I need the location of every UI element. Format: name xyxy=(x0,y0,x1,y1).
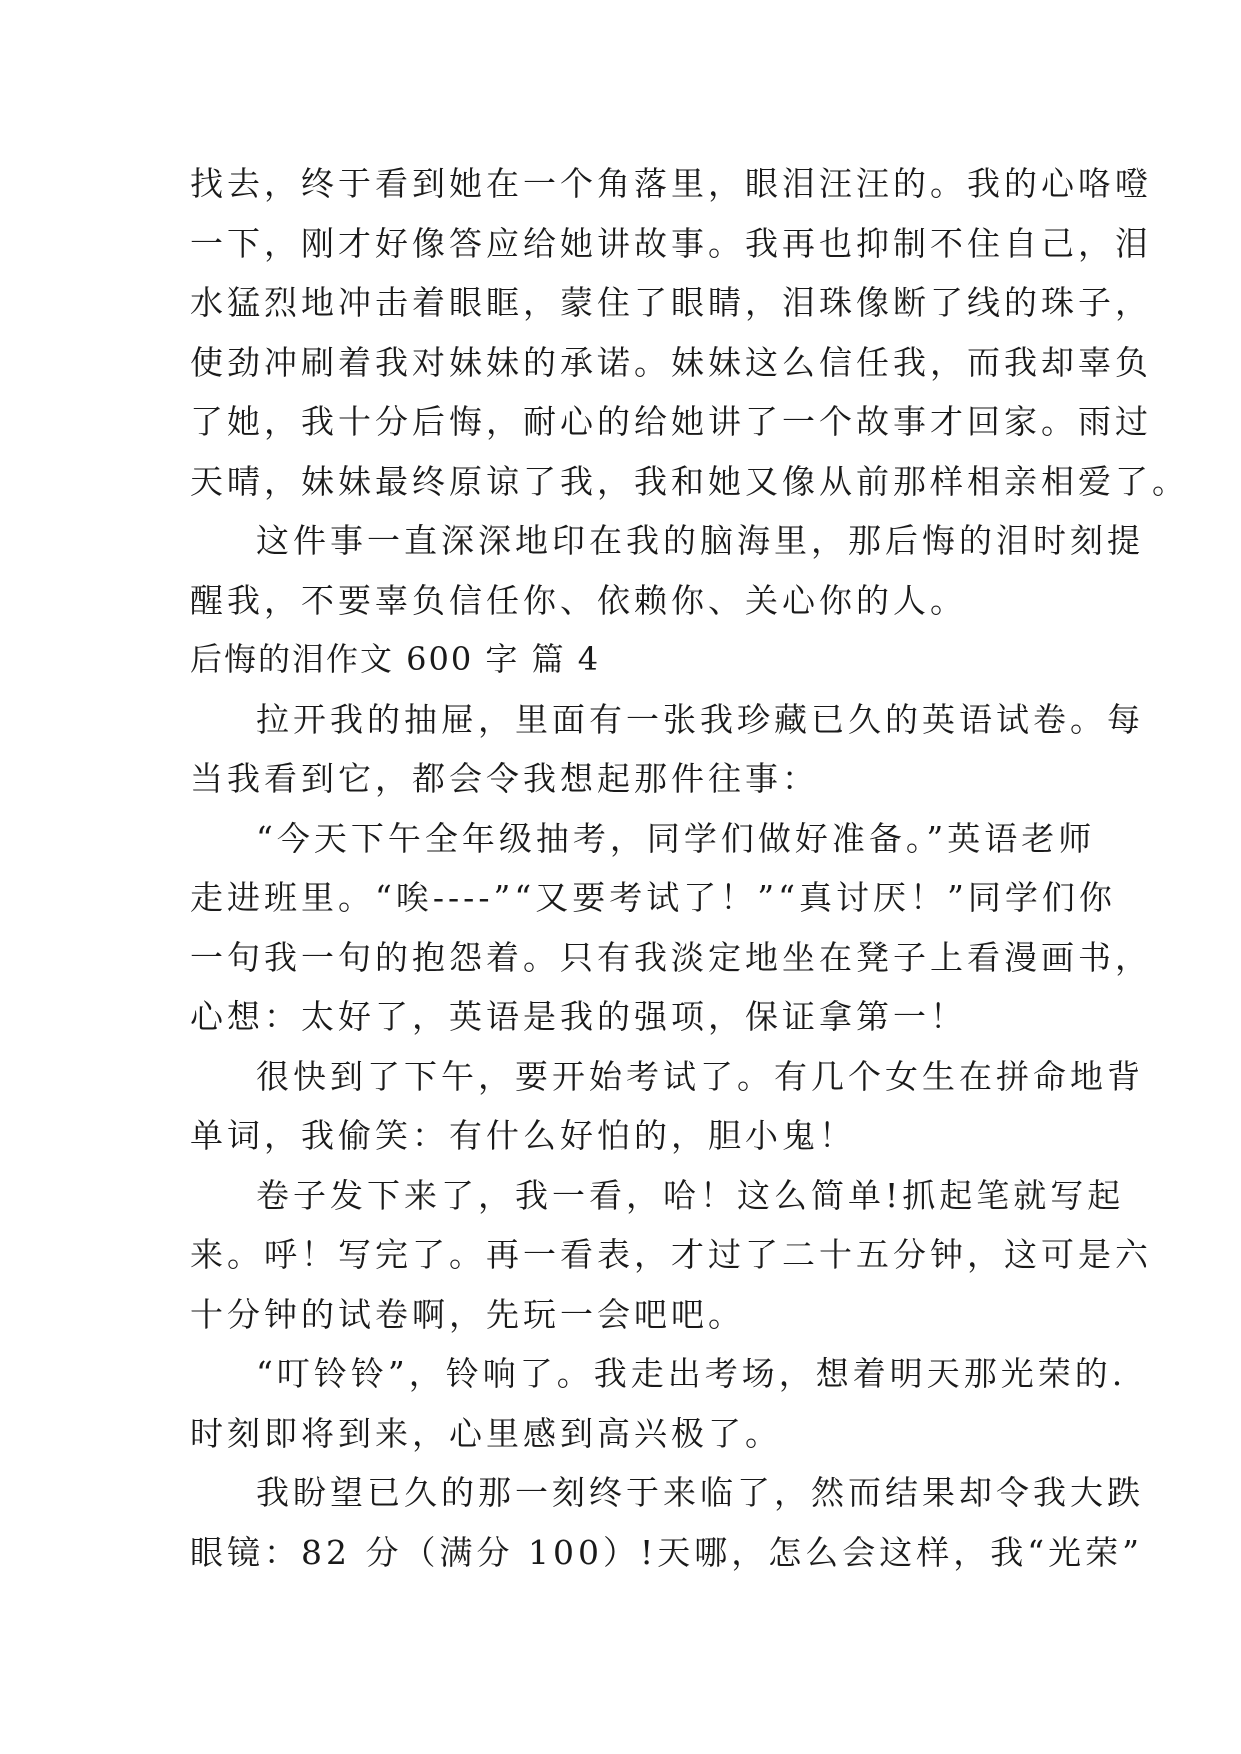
paragraph-line: “叮铃铃”，铃响了。我走出考场，想着明天那光荣的. xyxy=(256,1354,1127,1393)
paragraph-line: 来。呼！写完了。再一看表，才过了二十五分钟，这可是六 xyxy=(190,1235,1152,1274)
paragraph-line: 眼镜：82 分（满分 100）!天哪，怎么会这样，我“光荣” xyxy=(190,1532,1143,1572)
paragraph-line: 找去，终于看到她在一个角落里，眼泪汪汪的。我的心咯噔 xyxy=(190,164,1152,203)
paragraph-line: 十分钟的试卷啊，先玩一会吧吧。 xyxy=(190,1294,745,1334)
paragraph-line: 走进班里。“唉----”“又要考试了！”“真讨厌！”同学们你 xyxy=(190,878,1116,917)
paragraph-line: 一下，刚才好像答应给她讲故事。我再也抑制不住自己，泪 xyxy=(190,223,1152,263)
paragraph-line: 一句我一句的抱怨着。只有我淡定地坐在凳子上看漫画书， xyxy=(190,937,1152,977)
paragraph-line: 拉开我的抽屉，里面有一张我珍藏已久的英语试卷。每 xyxy=(256,699,1144,739)
paragraph-line: 很快到了下午，要开始考试了。有几个女生在拼命地背 xyxy=(256,1056,1144,1096)
paragraph-line: 水猛烈地冲击着眼眶，蒙住了眼睛，泪珠像断了线的珠子， xyxy=(190,283,1152,322)
paragraph-line: 卷子发下来了，我一看，哈！这么简单!抓起笔就写起 xyxy=(256,1175,1125,1215)
section-heading: 后悔的泪作文 600 字 篇 4 xyxy=(190,640,601,678)
paragraph-line: 心想：太好了，英语是我的强项，保证拿第一！ xyxy=(190,997,967,1036)
paragraph-line: 天晴，妹妹最终原谅了我，我和她又像从前那样相亲相爱了。 xyxy=(190,461,1189,501)
paragraph-line: 这件事一直深深地印在我的脑海里，那后悔的泪时刻提 xyxy=(256,521,1144,560)
paragraph-line: 时刻即将到来，心里感到高兴极了。 xyxy=(190,1413,782,1453)
paragraph-line: 了她，我十分后悔，耐心的给她讲了一个故事才回家。雨过 xyxy=(190,402,1152,441)
paragraph-line: “今天下午全年级抽考，同学们做好准备。”英语老师 xyxy=(256,818,1096,858)
paragraph-line: 我盼望已久的那一刻终于来临了，然而结果却令我大跌 xyxy=(256,1473,1144,1512)
paragraph-line: 使劲冲刷着我对妹妹的承诺。妹妹这么信任我，而我却辜负 xyxy=(190,342,1152,382)
essay-body xyxy=(190,154,1189,1582)
paragraph-line: 醒我，不要辜负信任你、依赖你、关心你的人。 xyxy=(190,580,967,620)
paragraph-line: 当我看到它，都会令我想起那件往事： xyxy=(190,759,819,798)
paragraph-line: 单词，我偷笑：有什么好怕的，胆小鬼！ xyxy=(190,1116,856,1155)
